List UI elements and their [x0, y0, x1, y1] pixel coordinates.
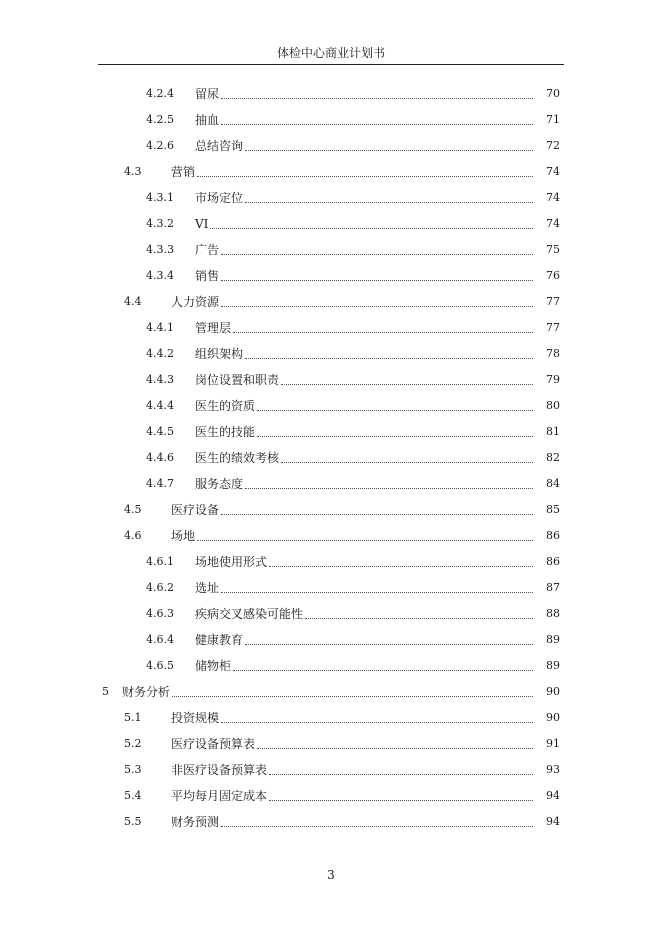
toc-entry-number: 4.4.7 — [146, 477, 174, 490]
toc-entry-title: 健康教育 — [195, 627, 245, 653]
toc-entry-title: 选址 — [195, 575, 221, 601]
toc-entry-title: 医生的技能 — [195, 419, 257, 445]
toc-dot-leader — [245, 619, 533, 645]
page-number: 3 — [327, 868, 335, 882]
toc-entry-page: 77 — [546, 321, 560, 334]
toc-dot-leader — [281, 359, 533, 385]
toc-entry-title: 销售 — [195, 263, 221, 289]
table-of-contents — [0, 81, 662, 835]
toc-entry-title: 平均每月固定成本 — [171, 783, 269, 809]
toc-entry-number: 4.6.3 — [146, 607, 174, 620]
toc-dot-leader — [221, 567, 533, 593]
toc-entry-page: 74 — [546, 191, 560, 204]
toc-dot-leader — [281, 437, 533, 463]
toc-entry-number: 5.5 — [124, 815, 142, 828]
toc-entry-page: 82 — [546, 451, 560, 464]
toc-entry-page: 90 — [546, 711, 560, 724]
toc-dot-leader — [305, 593, 533, 619]
toc-dot-leader — [221, 99, 533, 125]
toc-entry-page: 93 — [546, 763, 560, 776]
toc-dot-leader — [269, 775, 533, 801]
toc-entry-number: 4.6.4 — [146, 633, 174, 646]
toc-entry-title: 管理层 — [195, 315, 233, 341]
toc-entry-number: 4.4 — [124, 295, 142, 308]
toc-entry-number: 4.6.5 — [146, 659, 174, 672]
toc-dot-leader — [221, 697, 533, 723]
toc-dot-leader — [221, 281, 533, 307]
toc-entry-page: 89 — [546, 659, 560, 672]
toc-dot-leader — [210, 203, 533, 229]
toc-entry-page: 90 — [546, 685, 560, 698]
toc-entry-title: 医生的绩效考核 — [195, 445, 281, 471]
toc-dot-leader — [257, 411, 533, 437]
toc-entry-title: 财务分析 — [122, 679, 172, 705]
toc-entry-title: 留尿 — [195, 81, 221, 107]
toc-entry-title: 医疗设备 — [171, 497, 221, 523]
toc-dot-leader — [233, 645, 533, 671]
toc-dot-leader — [257, 723, 533, 749]
toc-entry-page: 89 — [546, 633, 560, 646]
toc-entry-page: 84 — [546, 477, 560, 490]
toc-entry[interactable] — [0, 809, 662, 835]
toc-entry-page: 80 — [546, 399, 560, 412]
toc-entry-page: 74 — [546, 165, 560, 178]
toc-dot-leader — [245, 463, 533, 489]
toc-dot-leader — [221, 255, 533, 281]
toc-dot-leader — [245, 177, 533, 203]
toc-dot-leader — [172, 671, 533, 697]
toc-entry-number: 4.3.4 — [146, 269, 174, 282]
toc-entry-number: 4.4.2 — [146, 347, 174, 360]
toc-entry-title: 市场定位 — [195, 185, 245, 211]
toc-dot-leader — [221, 489, 533, 515]
toc-entry-page: 88 — [546, 607, 560, 620]
toc-entry-title: 投资规模 — [171, 705, 221, 731]
toc-dot-leader — [233, 307, 533, 333]
toc-entry-number: 4.2.4 — [146, 87, 174, 100]
toc-entry-page: 86 — [546, 555, 560, 568]
toc-entry-title: 营销 — [171, 159, 197, 185]
toc-entry-page: 76 — [546, 269, 560, 282]
toc-dot-leader — [221, 229, 533, 255]
toc-dot-leader — [269, 541, 533, 567]
toc-entry-title: 非医疗设备预算表 — [171, 757, 269, 783]
toc-entry-page: 94 — [546, 789, 560, 802]
toc-entry-page: 86 — [546, 529, 560, 542]
toc-entry-page: 94 — [546, 815, 560, 828]
toc-dot-leader — [269, 749, 533, 775]
toc-entry-page: 85 — [546, 503, 560, 516]
toc-entry-number: 5 — [102, 685, 109, 698]
toc-entry-number: 4.4.1 — [146, 321, 174, 334]
toc-dot-leader — [197, 151, 533, 177]
toc-entry-title: 储物柜 — [195, 653, 233, 679]
toc-entry-number: 4.3.1 — [146, 191, 174, 204]
toc-entry-title: 组织架构 — [195, 341, 245, 367]
toc-entry-number: 4.6.1 — [146, 555, 174, 568]
toc-entry-page: 72 — [546, 139, 560, 152]
toc-entry-page: 71 — [546, 113, 560, 126]
toc-entry-page: 81 — [546, 425, 560, 438]
toc-entry-title: VI — [195, 211, 210, 237]
toc-entry-title: 疾病交叉感染可能性 — [195, 601, 305, 627]
toc-dot-leader — [221, 801, 533, 827]
toc-entry-title: 岗位设置和职责 — [195, 367, 281, 393]
toc-entry-page: 78 — [546, 347, 560, 360]
toc-entry-number: 4.5 — [124, 503, 142, 516]
page-header — [98, 42, 564, 65]
toc-entry-number: 4.3 — [124, 165, 142, 178]
toc-entry-number: 5.1 — [124, 711, 142, 724]
toc-entry-number: 4.4.5 — [146, 425, 174, 438]
toc-entry-number: 4.4.4 — [146, 399, 174, 412]
toc-entry-title: 抽血 — [195, 107, 221, 133]
toc-entry-title: 总结咨询 — [195, 133, 245, 159]
toc-entry-number: 5.2 — [124, 737, 142, 750]
toc-entry-title: 服务态度 — [195, 471, 245, 497]
toc-dot-leader — [245, 333, 533, 359]
toc-entry-number: 4.2.5 — [146, 113, 174, 126]
toc-entry-number: 4.3.3 — [146, 243, 174, 256]
document-title: 体检中心商业计划书 — [276, 46, 385, 60]
toc-entry-page: 79 — [546, 373, 560, 386]
toc-entry-title: 财务预测 — [171, 809, 221, 835]
toc-entry-page: 91 — [546, 737, 560, 750]
toc-entry-title: 广告 — [195, 237, 221, 263]
toc-entry-number: 5.4 — [124, 789, 142, 802]
toc-dot-leader — [197, 515, 533, 541]
toc-dot-leader — [245, 125, 533, 151]
toc-entry-number: 4.4.3 — [146, 373, 174, 386]
toc-entry-title: 场地 — [171, 523, 197, 549]
toc-entry-number: 4.6.2 — [146, 581, 174, 594]
toc-dot-leader — [221, 73, 533, 99]
toc-entry-page: 87 — [546, 581, 560, 594]
toc-entry-page: 74 — [546, 217, 560, 230]
toc-entry-number: 4.4.6 — [146, 451, 174, 464]
toc-entry-title: 医疗设备预算表 — [171, 731, 257, 757]
toc-entry-title: 人力资源 — [171, 289, 221, 315]
toc-entry-number: 4.3.2 — [146, 217, 174, 230]
toc-entry-page: 77 — [546, 295, 560, 308]
toc-entry-title: 场地使用形式 — [195, 549, 269, 575]
toc-dot-leader — [257, 385, 533, 411]
toc-entry-number: 5.3 — [124, 763, 142, 776]
toc-entry-number: 4.2.6 — [146, 139, 174, 152]
toc-entry-page: 75 — [546, 243, 560, 256]
toc-entry-title: 医生的资质 — [195, 393, 257, 419]
toc-entry-number: 4.6 — [124, 529, 142, 542]
toc-entry-page: 70 — [546, 87, 560, 100]
